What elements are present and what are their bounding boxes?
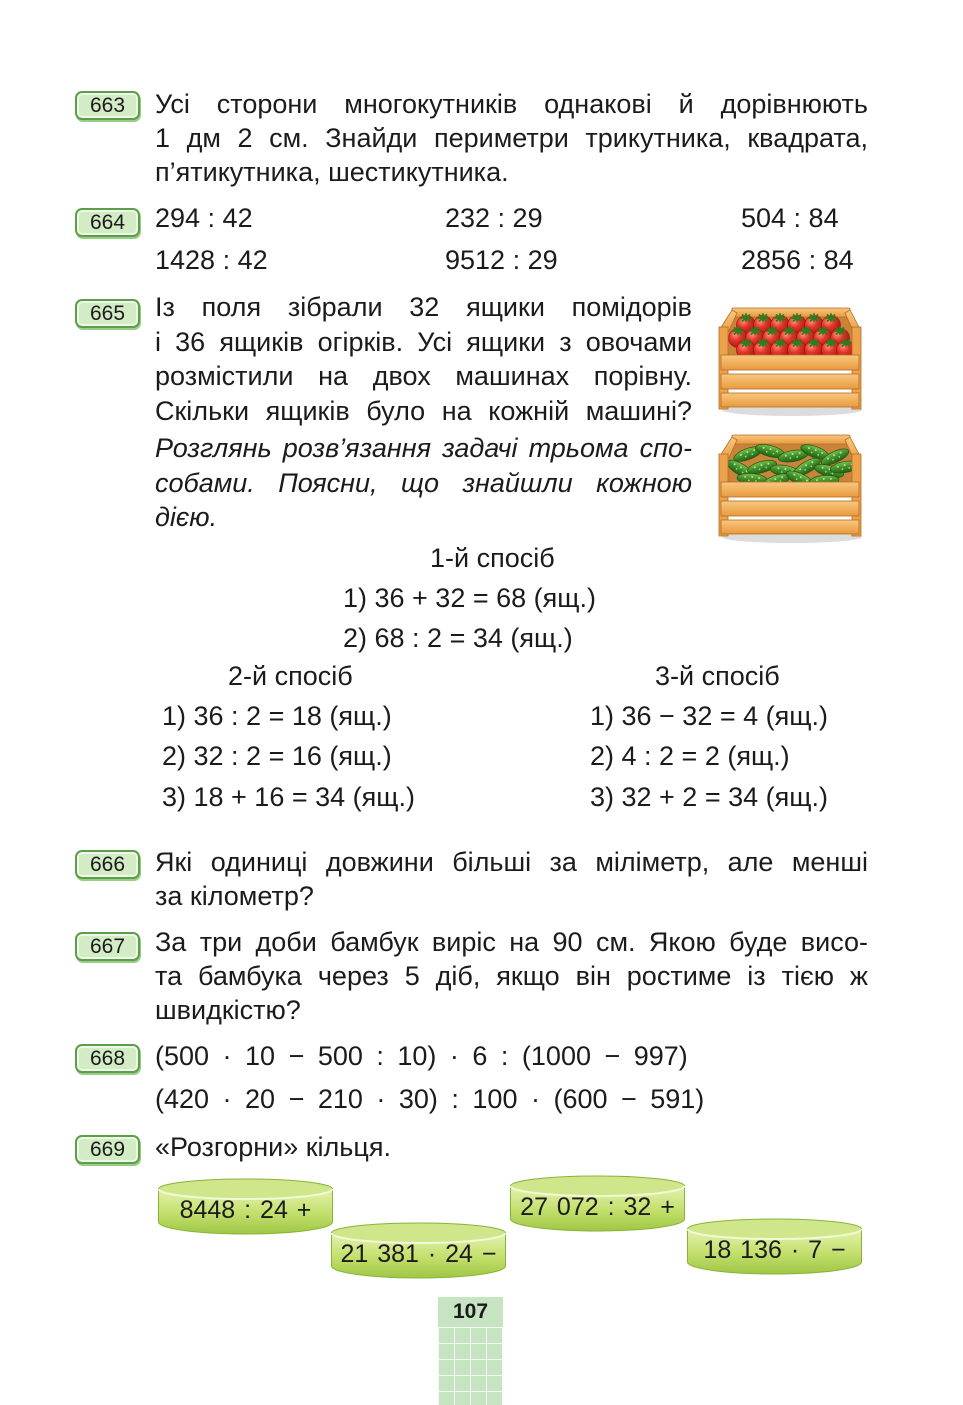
ring-1 (157, 1178, 334, 1236)
task-number-badge: 664 (75, 208, 140, 237)
task-text-line: Із поля зібрали 32 ящики помідорів (155, 292, 692, 322)
task-text-line: Усі сторони многокутників однакові й дорівнюють (155, 89, 868, 119)
instruction-line: собами. Поясни, що знайшли кожною (155, 468, 692, 498)
ring-2 (330, 1222, 507, 1280)
method-step: 3) 18 + 16 = 34 (ящ.) (162, 782, 415, 812)
method-title: 3-й спосіб (655, 661, 780, 691)
method-step: 1) 36 : 2 = 18 (ящ.) (162, 701, 392, 731)
page-number-box (438, 1297, 503, 1405)
division-expression: 9512 : 29 (445, 245, 558, 275)
math-expression: (500 · 10 − 500 : 10) · 6 : (1000 − 997) (155, 1041, 688, 1071)
ring-expression: 21 381 · 24 − (340, 1240, 497, 1268)
task-number-badge: 665 (75, 299, 140, 328)
method-title: 1-й спосіб (430, 543, 555, 573)
method-step: 2) 68 : 2 = 34 (ящ.) (343, 623, 573, 653)
method-step: 2) 4 : 2 = 2 (ящ.) (590, 741, 790, 771)
task-text-line: За три доби бамбук виріс на 90 см. Якою буде висо- (155, 927, 868, 957)
math-expression: (420 · 20 − 210 · 30) : 100 · (600 − 591) (155, 1084, 705, 1114)
method-step: 1) 36 + 32 = 68 (ящ.) (343, 583, 596, 613)
task-text-line: та бамбука через 5 діб, якщо він ростиме із тією ж (155, 961, 868, 991)
task-text-line: і 36 ящиків огірків. Усі ящики з овочами (155, 327, 692, 357)
page-number: 107 (452, 1300, 489, 1323)
division-expression: 232 : 29 (445, 203, 543, 233)
ring-4 (686, 1218, 863, 1276)
task-number-badge: 668 (75, 1044, 140, 1073)
task-text-line: «Розгорни» кільця. (155, 1132, 391, 1162)
task-number-badge: 667 (75, 932, 140, 961)
division-expression: 294 : 42 (155, 203, 253, 233)
cucumber-crate-image (718, 432, 862, 544)
method-step: 2) 32 : 2 = 16 (ящ.) (162, 741, 392, 771)
task-number-badge: 666 (75, 850, 140, 879)
method-step: 3) 32 + 2 = 34 (ящ.) (590, 782, 828, 812)
task-text-line: п’ятикутника, шестикутника. (155, 157, 509, 187)
method-title: 2-й спосіб (228, 661, 353, 691)
instruction-line: Розглянь розв’язання задачі трьома спо- (155, 433, 692, 463)
ring-3 (509, 1175, 686, 1233)
tomato-crate-image (718, 305, 862, 417)
page-number-grid (438, 1327, 503, 1405)
task-text-line: за кілометр? (155, 881, 314, 911)
division-expression: 504 : 84 (741, 203, 839, 233)
task-text-line: Скільки ящиків було на кожній машині? (155, 396, 692, 426)
division-expression: 2856 : 84 (741, 245, 854, 275)
task-text-line: швидкістю? (155, 995, 301, 1025)
method-step: 1) 36 − 32 = 4 (ящ.) (590, 701, 828, 731)
task-number-badge: 669 (75, 1135, 140, 1164)
task-text-line: 1 дм 2 см. Знайди периметри трикутника, квадрата, (155, 123, 868, 153)
task-text-line: Які одиниці довжини більші за міліметр, але менші (155, 847, 868, 877)
task-text-line: розмістили на двох машинах порівну. (155, 361, 692, 391)
task-number-badge: 663 (75, 91, 140, 120)
ring-expression: 18 136 · 7 − (703, 1236, 846, 1264)
division-expression: 1428 : 42 (155, 245, 268, 275)
ring-expression: 8448 : 24 + (179, 1196, 312, 1224)
ring-expression: 27 072 : 32 + (520, 1193, 675, 1221)
instruction-line: дією. (155, 502, 218, 532)
